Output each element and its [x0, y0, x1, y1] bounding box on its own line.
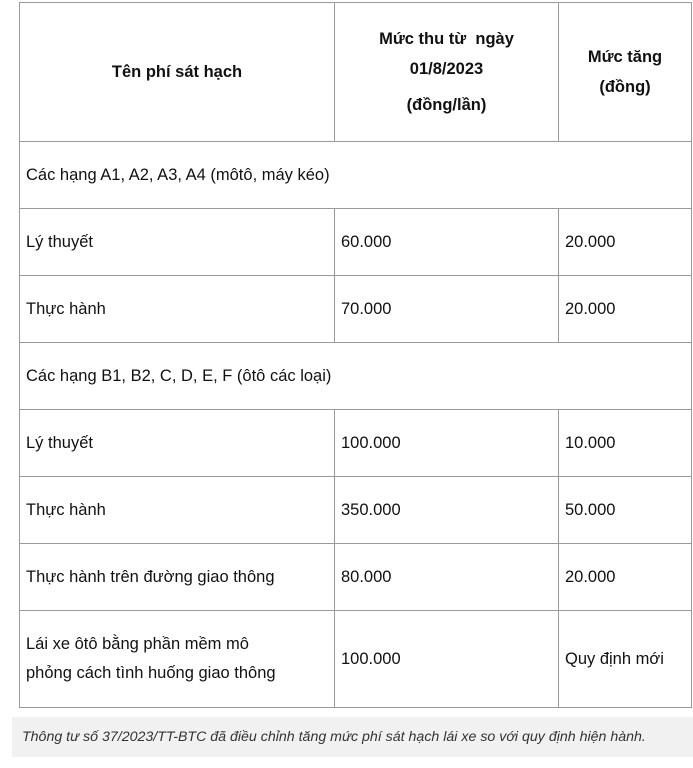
- header-fee-line3: (đồng/lần): [406, 96, 487, 114]
- group-b-label: Các hạng B1, B2, C, D, E, F (ôtô các loại): [20, 343, 692, 410]
- group-row: [20, 142, 692, 209]
- fee-name-line1: Lái xe ôtô bằng phần mềm mô: [26, 635, 249, 653]
- table-row: [20, 611, 692, 708]
- fee-increase-cell: 20.000: [559, 209, 692, 276]
- header-fee-amount: [335, 3, 559, 142]
- fee-name-cell: Thực hành: [20, 477, 335, 544]
- group-a-label: Các hạng A1, A2, A3, A4 (môtô, máy kéo): [20, 142, 692, 209]
- table-row: [20, 410, 692, 477]
- table-row: [20, 477, 692, 544]
- fee-amount-cell: 80.000: [335, 544, 559, 611]
- header-increase-line2: (đồng): [599, 78, 651, 96]
- fee-table: [19, 2, 692, 708]
- fee-name-cell: Thực hành: [20, 276, 335, 343]
- fee-name-line2: phỏng cách tình huống giao thông: [26, 664, 276, 682]
- fee-name-cell: [20, 611, 335, 708]
- fee-increase-cell: 10.000: [559, 410, 692, 477]
- fee-name-cell: Thực hành trên đường giao thông: [20, 544, 335, 611]
- group-row: [20, 343, 692, 410]
- table-row: [20, 276, 692, 343]
- fee-amount-cell: 100.000: [335, 611, 559, 708]
- header-increase-line1: Mức tăng: [587, 48, 663, 66]
- fee-name-cell: Lý thuyết: [20, 410, 335, 477]
- table-row: [20, 209, 692, 276]
- header-fee-line1: Mức thu từ ngày: [379, 30, 514, 48]
- fee-increase-cell: 20.000: [559, 544, 692, 611]
- header-increase: [559, 3, 692, 142]
- fee-amount-cell: 100.000: [335, 410, 559, 477]
- fee-increase-cell: Quy định mới: [559, 611, 692, 708]
- fee-increase-cell: 50.000: [559, 477, 692, 544]
- fee-name-cell: Lý thuyết: [20, 209, 335, 276]
- header-fee-line2: 01/8/2023: [409, 60, 484, 78]
- fee-amount-cell: 350.000: [335, 477, 559, 544]
- fee-amount-cell: 60.000: [335, 209, 559, 276]
- table-header-row: [20, 3, 692, 142]
- table-row: [20, 544, 692, 611]
- fee-amount-cell: 70.000: [335, 276, 559, 343]
- header-fee-name: Tên phí sát hạch: [20, 3, 335, 142]
- image-caption: Thông tư số 37/2023/TT-BTC đã điều chỉnh tăng mức phí sát hạch lái xe so với quy định hiện hành.: [12, 717, 693, 757]
- fee-increase-cell: 20.000: [559, 276, 692, 343]
